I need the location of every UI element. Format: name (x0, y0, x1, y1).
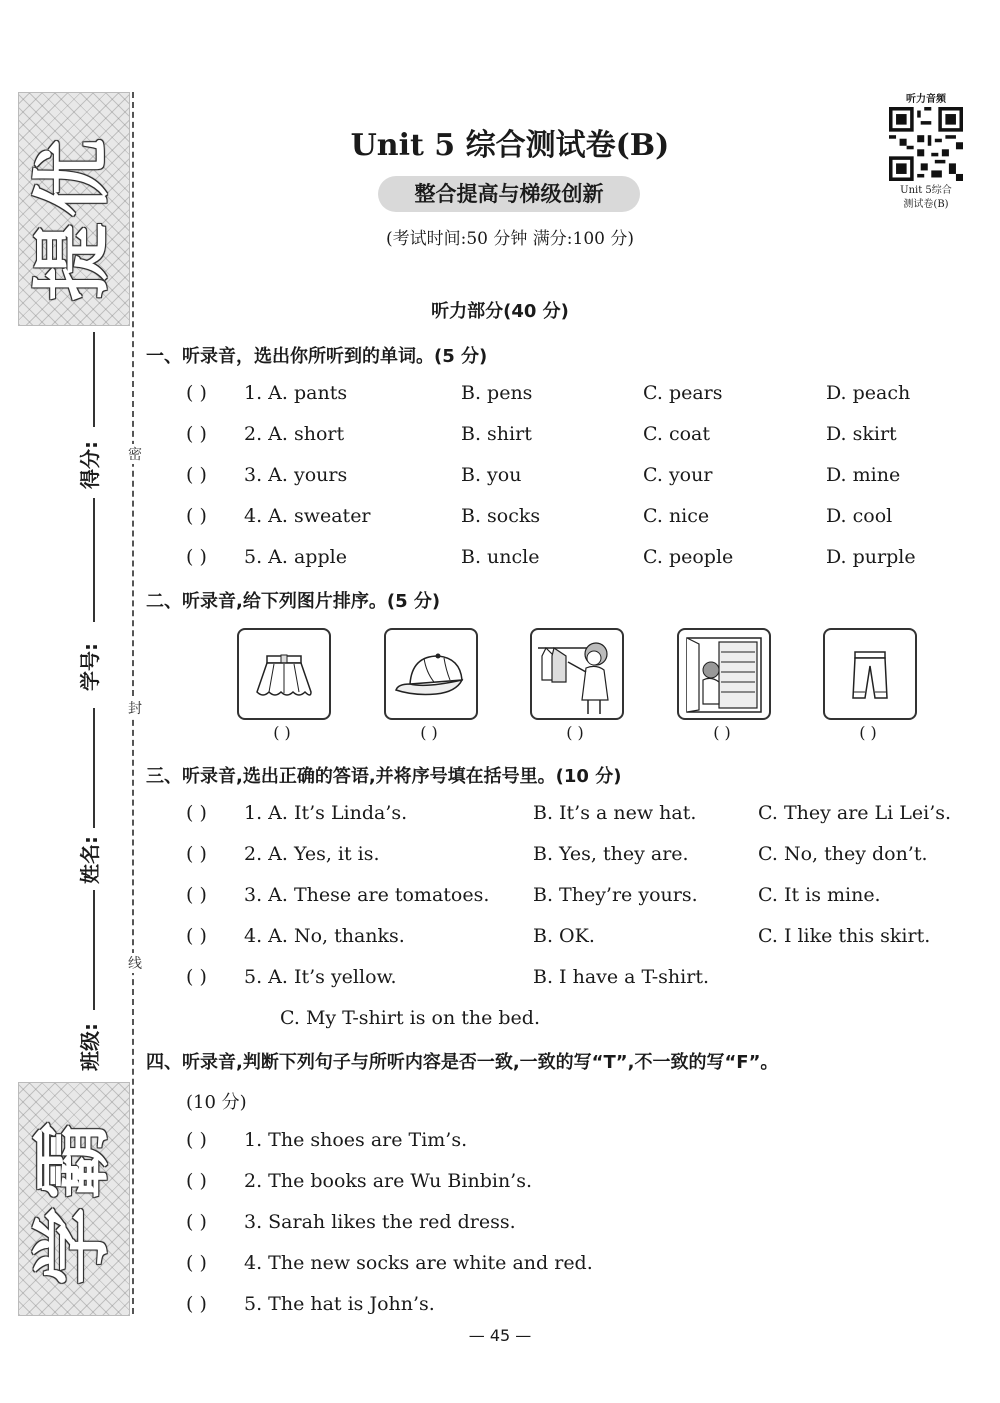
q3-option-a: 1. A. It’s Linda’s. (244, 802, 408, 824)
student-number-label: 学号: (78, 643, 102, 691)
q1-option-c: C. your (643, 464, 713, 486)
qr-caption-top: 听力音频 (906, 94, 946, 105)
picture-answer-blank[interactable]: ( ) (420, 723, 438, 742)
q1-option-a: 5. A. apple (244, 546, 347, 568)
answer-blank[interactable]: ( ) (186, 382, 207, 404)
q1-option-b: B. shirt (461, 423, 532, 445)
q4-heading: 四、听录音,判断下列句子与所听内容是否一致,一致的写“T”,不一致的写“F”。 (146, 1052, 779, 1073)
q1-option-a: 2. A. short (244, 423, 345, 445)
q3-option-a: 5. A. It’s yellow. (244, 966, 397, 988)
picture-answer-blank[interactable]: ( ) (859, 723, 877, 742)
q1-option-d: D. cool (826, 505, 893, 527)
skirt-icon (239, 630, 329, 718)
q3-option-b: B. OK. (533, 925, 595, 947)
answer-blank[interactable]: ( ) (186, 1129, 207, 1151)
seal-char-feng: 封 (126, 698, 144, 718)
answer-blank[interactable]: ( ) (186, 925, 207, 947)
answer-blank[interactable]: ( ) (186, 464, 207, 486)
q1-option-b: B. uncle (461, 546, 540, 568)
answer-blank[interactable]: ( ) (186, 1293, 207, 1315)
qr-block (886, 90, 966, 212)
girl-clothes-icon (532, 630, 622, 718)
q3-option-c: C. I like this skirt. (758, 925, 931, 947)
pants-picture (823, 628, 917, 720)
girl-clothes-picture (530, 628, 624, 720)
student-number-line (93, 498, 95, 622)
class-label: 班级: (78, 1023, 102, 1071)
cap-picture (384, 628, 478, 720)
answer-blank[interactable]: ( ) (186, 843, 207, 865)
q1-option-d: D. purple (826, 546, 916, 568)
class-line (93, 890, 95, 1010)
side-char-top-1: 优 (28, 139, 118, 218)
q1-option-b: B. socks (461, 505, 541, 527)
cap-icon (386, 630, 476, 718)
seal-char-mi: 密 (126, 444, 144, 464)
q3-option-a: 2. A. Yes, it is. (244, 843, 380, 865)
q4-statement: 2. The books are Wu Binbin’s. (244, 1170, 533, 1192)
q4-statement: 5. The hat is John’s. (244, 1293, 435, 1315)
answer-blank[interactable]: ( ) (186, 505, 207, 527)
q1-option-a: 1. A. pants (244, 382, 348, 404)
qr-caption-bottom-2: 测试卷(B) (903, 199, 949, 210)
q4-statement: 3. Sarah likes the red dress. (244, 1211, 516, 1233)
q1-option-c: C. pears (643, 382, 723, 404)
skirt-picture (237, 628, 331, 720)
score-label: 得分: (78, 441, 102, 489)
q1-option-d: D. skirt (826, 423, 897, 445)
q3-option-c: C. It is mine. (758, 884, 881, 906)
pants-icon (825, 630, 915, 718)
answer-blank[interactable]: ( ) (186, 802, 207, 824)
listening-section-title: 听力部分(40 分) (431, 301, 569, 322)
boy-wardrobe-picture (677, 628, 771, 720)
q3-option-c: C. No, they don’t. (758, 843, 928, 865)
name-label: 姓名: (78, 836, 102, 884)
q4-statement: 4. The new socks are white and red. (244, 1252, 593, 1274)
subtitle-badge: 整合提高与梯级创新 (378, 176, 640, 212)
page-title: Unit 5 综合测试卷(B) (350, 128, 670, 163)
picture-answer-blank[interactable]: ( ) (273, 723, 291, 742)
side-char-top-2: 提 (28, 223, 118, 302)
q1-option-a: 4. A. sweater (244, 505, 371, 527)
q1-option-d: D. peach (826, 382, 911, 404)
answer-blank[interactable]: ( ) (186, 1170, 207, 1192)
q1-option-c: C. nice (643, 505, 710, 527)
exam-info: (考试时间:50 分钟 满分:100 分) (385, 229, 634, 249)
q3-option-b: B. It’s a new hat. (533, 802, 697, 824)
q4-statement: 1. The shoes are Tim’s. (244, 1129, 468, 1151)
answer-blank[interactable]: ( ) (186, 966, 207, 988)
picture-answer-blank[interactable]: ( ) (566, 723, 584, 742)
side-char-bottom-1: 霸 (28, 1121, 118, 1200)
q3-option-a: 3. A. These are tomatoes. (244, 884, 490, 906)
q1-option-b: B. you (461, 464, 522, 486)
q3-option-b: B. Yes, they are. (533, 843, 689, 865)
qr-code-icon[interactable] (889, 107, 963, 181)
q1-option-b: B. pens (461, 382, 533, 404)
score-line (93, 332, 95, 427)
q1-option-c: C. coat (643, 423, 710, 445)
answer-blank[interactable]: ( ) (186, 546, 207, 568)
picture-answer-blank[interactable]: ( ) (713, 723, 731, 742)
q3-option-a: 4. A. No, thanks. (244, 925, 405, 947)
q3-option-c: C. My T-shirt is on the bed. (280, 1007, 540, 1029)
answer-blank[interactable]: ( ) (186, 1252, 207, 1274)
q2-heading: 二、听录音,给下列图片排序。(5 分) (146, 591, 441, 612)
q1-heading: 一、听录音，选出你所听到的单词。(5 分) (146, 346, 488, 367)
boy-wardrobe-icon (679, 630, 769, 718)
q1-option-d: D. mine (826, 464, 901, 486)
page-number: — 45 — (468, 1326, 532, 1345)
seal-char-xian: 线 (126, 953, 144, 973)
name-line (93, 708, 95, 828)
q4-points: (10 分) (186, 1092, 247, 1113)
answer-blank[interactable]: ( ) (186, 884, 207, 906)
q1-option-a: 3. A. yours (244, 464, 348, 486)
answer-blank[interactable]: ( ) (186, 423, 207, 445)
q3-option-b: B. They’re yours. (533, 884, 698, 906)
q3-heading: 三、听录音,选出正确的答语,并将序号填在括号里。(10 分) (146, 766, 622, 787)
q1-option-c: C. people (643, 546, 734, 568)
qr-caption-bottom-1: Unit 5综合 (900, 185, 952, 196)
q3-option-b: B. I have a T-shirt. (533, 966, 710, 988)
side-char-bottom-2: 学 (28, 1207, 118, 1286)
q3-option-c: C. They are Li Lei’s. (758, 802, 952, 824)
answer-blank[interactable]: ( ) (186, 1211, 207, 1233)
